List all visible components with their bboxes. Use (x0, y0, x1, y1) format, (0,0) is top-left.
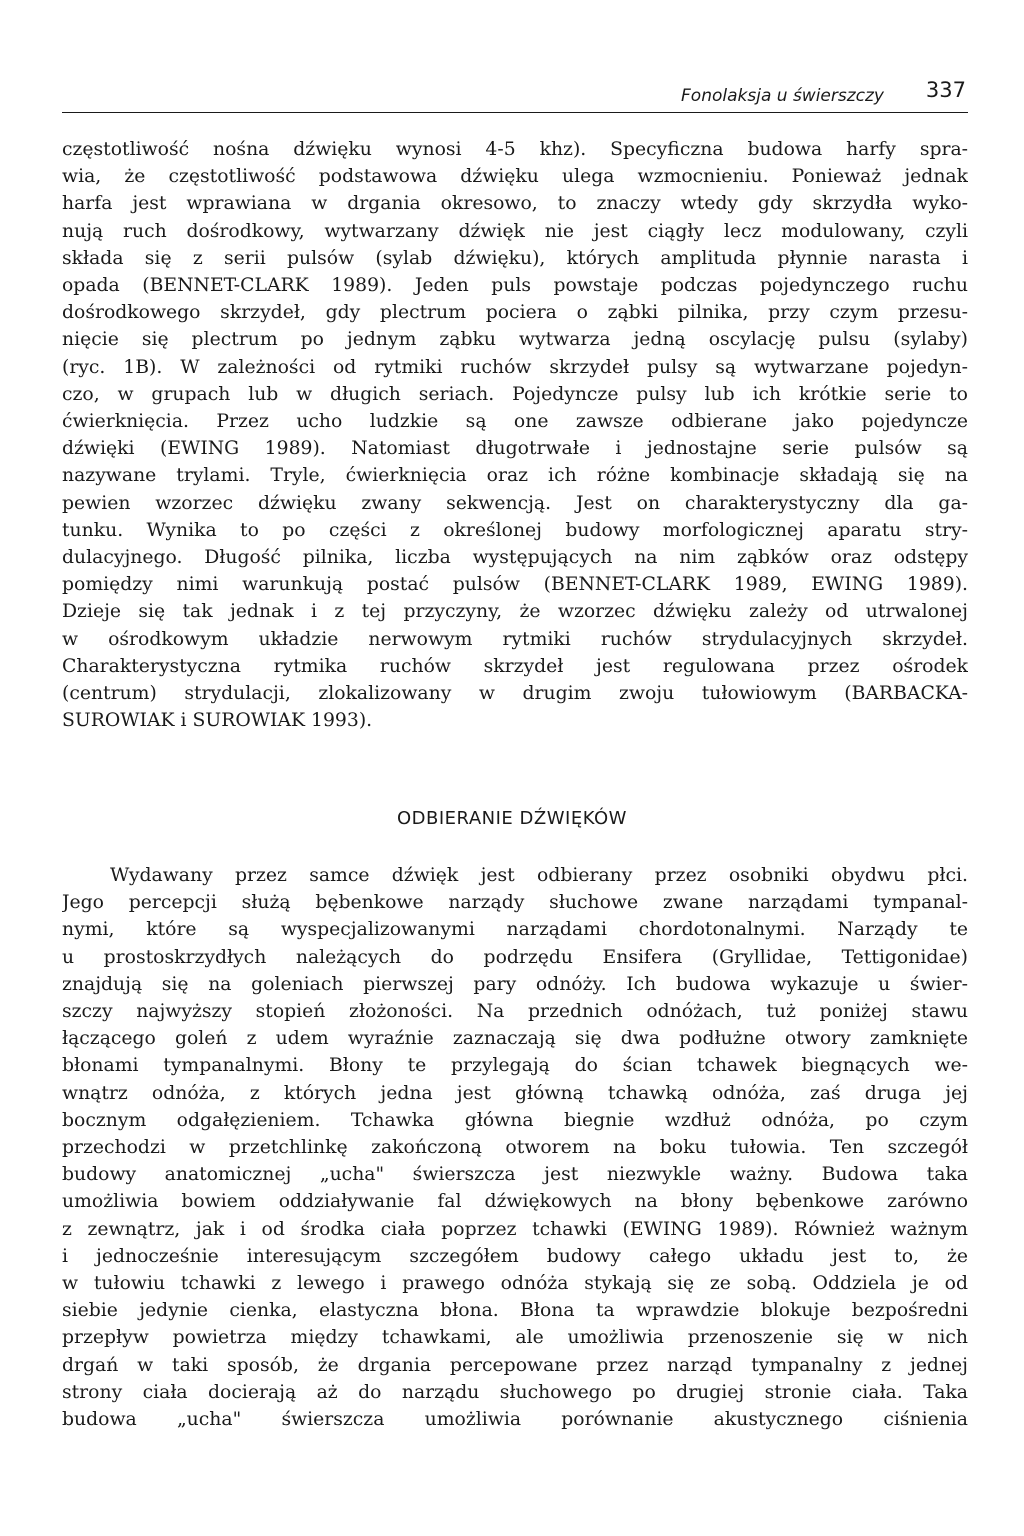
text-line: pewien wzorzec dźwięku zwany sekwencją. Jest on charakterystyczny dla ga- (62, 492, 968, 514)
text-line: łączącego goleń z udem wyraźnie zaznaczają się dwa podłużne otwory zamknięte (62, 1028, 968, 1050)
text-line: w ośrodkowym układzie nerwowym rytmiki ruchów strydulacyjnych skrzydeł. (62, 628, 968, 650)
text-line: SUROWIAK i SUROWIAK 1993). (62, 710, 373, 732)
text-line: budowy anatomicznej „ucha" świerszcza jest niezwykle ważny. Budowa taka (62, 1164, 968, 1186)
text-line: nymi, które są wyspecjalizowanymi narządami chordotonalnymi. Narządy te (62, 919, 968, 941)
text-line: częstotliwość nośna dźwięku wynosi 4-5 khz). Specyficzna budowa harfy spra- (62, 139, 968, 160)
text-line: tunku. Wynika to po części z określonej budowy morfologicznej aparatu stry- (62, 519, 968, 541)
section-heading: ODBIERANIE DŹWIĘKÓW (397, 808, 627, 829)
text-line: wnątrz odnóża, z których jedna jest główną tchawką odnóża, zaś druga jej (62, 1082, 968, 1104)
text-line: Dzieje się tak jednak i z tej przyczyny, że wzorzec dźwięku zależy od utrwalonej (62, 601, 968, 623)
text-line: przepływ powietrza między tchawkami, ale umożliwia przenoszenie się w nich (62, 1327, 968, 1349)
text-line: u prostoskrzydłych należących do podrzędu Ensifera (Gryllidae, Tettigonidae) (62, 946, 968, 968)
text-line: błonami tympanalnymi. Błony te przylegają do ścian tchawek biegnących we- (62, 1055, 968, 1077)
text-line: i jednocześnie interesującym szczegółem budowy całego układu jest to, że (62, 1245, 968, 1267)
text-line: nują ruch dośrodkowy, wytwarzany dźwięk nie jest ciągły lecz modulowany, czyli (62, 220, 968, 242)
text-line: (centrum) strydulacji, zlokalizowany w drugim zwoju tułowiowym (BARBACKA- (62, 683, 968, 705)
paragraph-sound-reception (62, 862, 968, 1433)
text-line: bocznym odgałęzieniem. Tchawka główna biegnie wzdłuż odnóża, po czym (62, 1109, 968, 1131)
text-line: w tułowiu tchawki z lewego i prawego odnóża stykają się ze sobą. Oddziela je od (62, 1273, 968, 1295)
text-line: siebie jedynie cienka, elastyczna błona. Błona ta wprawdzie blokuje bezpośredni (62, 1300, 968, 1322)
page-header (62, 78, 968, 113)
text-line: z zewnątrz, jak i od środka ciała poprzez tchawki (EWING 1989). Również ważnym (62, 1218, 968, 1240)
text-line: czo, w grupach lub w długich seriach. Pojedyncze pulsy lub ich krótkie serie to (62, 383, 968, 405)
text-line: (ryc. 1B). W zależności od rytmiki ruchów skrzydeł pulsy są wytwarzane pojedyn- (62, 356, 968, 378)
text-line: przechodzi w przetchlinkę zakończoną otworem na boku tułowia. Ten szczegół (62, 1137, 968, 1159)
text-line: dźwięki (EWING 1989). Natomiast długotrwałe i jednostajne serie pulsów są (62, 438, 968, 460)
page-number: 337 (925, 78, 966, 102)
text-line: ćwierknięcia. Przez ucho ludzkie są one zawsze odbierane jako pojedyncze (62, 411, 968, 433)
text-line: drgań w taki sposób, że drgania percepowane przez narząd tympanalny z jednej (62, 1354, 968, 1376)
text-line: Wydawany przez samce dźwięk jest odbierany przez osobniki obydwu płci. (110, 865, 968, 886)
text-line: składa się z serii pulsów (sylab dźwięku), których amplituda płynnie narasta i (62, 247, 968, 269)
text-line: umożliwia bowiem oddziaływanie fal dźwiękowych na błony bębenkowe zarówno (62, 1191, 968, 1213)
text-line: harfa jest wprawiana w drgania okresowo, to znaczy wtedy gdy skrzydła wyko- (62, 193, 968, 215)
text-line: wia, że częstotliwość podstawowa dźwięku ulega wzmocnieniu. Ponieważ jednak (62, 166, 968, 188)
paragraph-stridulation (62, 136, 968, 734)
text-line: Charakterystyczna rytmika ruchów skrzydeł jest regulowana przez ośrodek (62, 655, 968, 677)
running-title: Fonolaksja u świerszczy (681, 86, 884, 106)
text-line: dulacyjnego. Długość pilnika, liczba występujących na nim ząbków oraz odstępy (62, 547, 968, 569)
text-line: strony ciała docierają aż do narządu słuchowego po drugiej stronie ciała. Taka (62, 1381, 968, 1403)
text-line: szczy najwyższy stopień złożoności. Na przednich odnóżach, tuż poniżej stawu (62, 1001, 968, 1023)
text-line: znajdują się na goleniach pierwszej pary odnóży. Ich budowa wykazuje u świer- (62, 973, 968, 995)
text-line: budowa „ucha" świerszcza umożliwia porównanie akustycznego ciśnienia (62, 1409, 968, 1431)
text-line: dośrodkowego skrzydeł, gdy plectrum pociera o ząbki pilnika, przy czym przesu- (62, 302, 968, 324)
text-line: opada (BENNET-CLARK 1989). Jeden puls powstaje podczas pojedynczego ruchu (62, 275, 968, 297)
text-line: nazywane trylami. Tryle, ćwierknięcia oraz ich różne kombinacje składają się na (62, 465, 968, 487)
text-line: Jego percepcji służą bębenkowe narządy słuchowe zwane narządami tympanal- (62, 892, 968, 914)
text-line: pomiędzy nimi warunkują postać pulsów (BENNET-CLARK 1989, EWING 1989). (62, 574, 968, 596)
text-line: nięcie się plectrum po jednym ząbku wytwarza jedną oscylację pulsu (sylaby) (62, 329, 968, 351)
